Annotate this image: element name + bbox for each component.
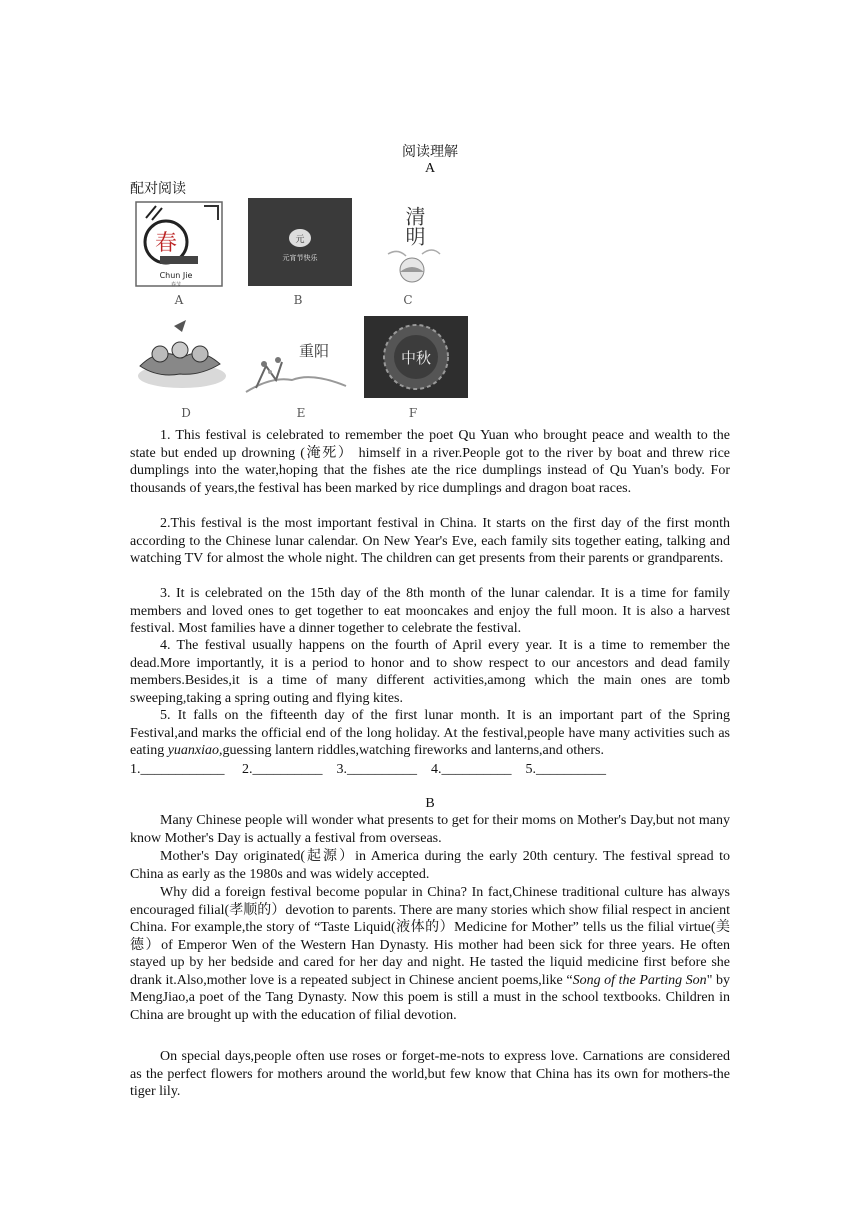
paragraph-5: 5. It falls on the fifteenth day of the first lunar month. It is an important part of the Spring Festival,and marks the official end of the long holiday. At the festival,people have many activities such as eating yuanxiao,guessing lantern riddles,watching fireworks and lanterns,and others.	[130, 708, 730, 758]
image-c-caption: C	[403, 293, 413, 307]
image-a-caption: A	[174, 293, 184, 307]
svg-text:Chun Jie: Chun Jie	[159, 271, 193, 280]
svg-text:元宵节快乐: 元宵节快乐	[282, 254, 318, 262]
image-e-caption: E	[296, 406, 306, 420]
glyph-text: 春	[154, 231, 178, 256]
answer-blanks: 1.____________ 2.__________ 3.__________ 4.__________ 5.__________	[130, 762, 606, 777]
paragraph-b1: Many Chinese people will wonder what presents to get for their moms on Mother's Day,but not many know Mother's Day is actually a festival from overseas.	[130, 813, 730, 846]
paragraph-b2: Mother's Day originated(起源）in America during the early 20th century. The festival spread to China as early as the 1980s and was widely accepted.	[130, 849, 730, 882]
image-f-caption: F	[408, 406, 418, 420]
dragon-boat-icon	[130, 316, 228, 398]
paragraph-b3: Why did a foreign festival become popular in China? In fact,Chinese traditional culture has always encouraged filial(孝顺的）devotion to parents. There are many stories which show filial respect in ancient China. For example,the story of “Taste Liquid(液体的）Medicine for Mother” tells us the filial virtue(美德）of Emperor Wen of the Western Han Dynasty. His mother had been sick for three years. He often stayed up by her bedside and cared for her day and night. He tasted the liquid medicine first before she drank it.Also,mother love is a repeated subject in Chinese ancient poems,like “Song of the Parting Son" by MengJiao,a poet of the Tang Dynasty. Now this poem is still a must in the school textbooks. Children in China are brought up with the education of filial devotion.	[130, 885, 730, 1023]
svg-text:清明: 清明	[402, 206, 426, 246]
page-title: 阅读理解	[402, 145, 458, 160]
svg-text:重阳: 重阳	[298, 342, 330, 360]
svg-text:中秋: 中秋	[400, 349, 432, 367]
paragraph-b4: On special days,people often use roses or forget-me-nots to express love. Carnations are considered as the perfect flowers for mothers around the world,but few know that China has its own for mothers-the tiger lily.	[130, 1049, 730, 1099]
lantern-festival-card-icon	[248, 198, 352, 286]
svg-text:元: 元	[295, 235, 305, 245]
section-a-heading: A	[424, 161, 436, 176]
qingming-ink-icon	[370, 198, 456, 290]
paragraph-1: 1. This festival is celebrated to remember the poet Qu Yuan who brought peace and wealth to the state but ended up drowning (淹死） himself in a river.People got to the river by boat and threw rice dumplings into the water,hoping that the fishes ate the rice dumplings instead of Qu Yuan's body. For thousands of years,the festival has been marked by rice dumplings and dragon boat races.	[130, 428, 730, 496]
double-ninth-ink-icon	[242, 316, 350, 398]
mid-autumn-moon-icon	[364, 316, 468, 398]
section-subtitle: 配对阅读	[130, 182, 186, 197]
image-d-caption: D	[181, 406, 191, 420]
paragraph-4: 4. The festival usually happens on the fourth of April every year. It is a time to remember the dead.More importantly, it is a period to honor and to show respect to our ancestors and dead family members.Besides,it is a time of many different activities,among which the main ones are tomb sweeping,taking a spring outing and flying kites.	[130, 638, 730, 706]
paragraph-2: 2.This festival is the most important festival in China. It starts on the first day of the first month according to the Chinese lunar calendar. On New Year's Eve, each family sits together eating, talking and watching TV for almost the whole night. The children can get presents from their parents or grandparents.	[130, 516, 730, 566]
spring-festival-logo-icon	[130, 198, 224, 288]
svg-text:春节: 春节	[170, 282, 182, 288]
paragraph-3: 3. It is celebrated on the 15th day of the 8th month of the lunar calendar. It is a time for family members and loved ones to get together to eat mooncakes and enjoy the full moon. It is also a harvest festival. Most families have a dinner together to celebrate the festival.	[130, 586, 730, 636]
section-b-heading: B	[425, 796, 435, 811]
image-b-caption: B	[293, 293, 303, 307]
